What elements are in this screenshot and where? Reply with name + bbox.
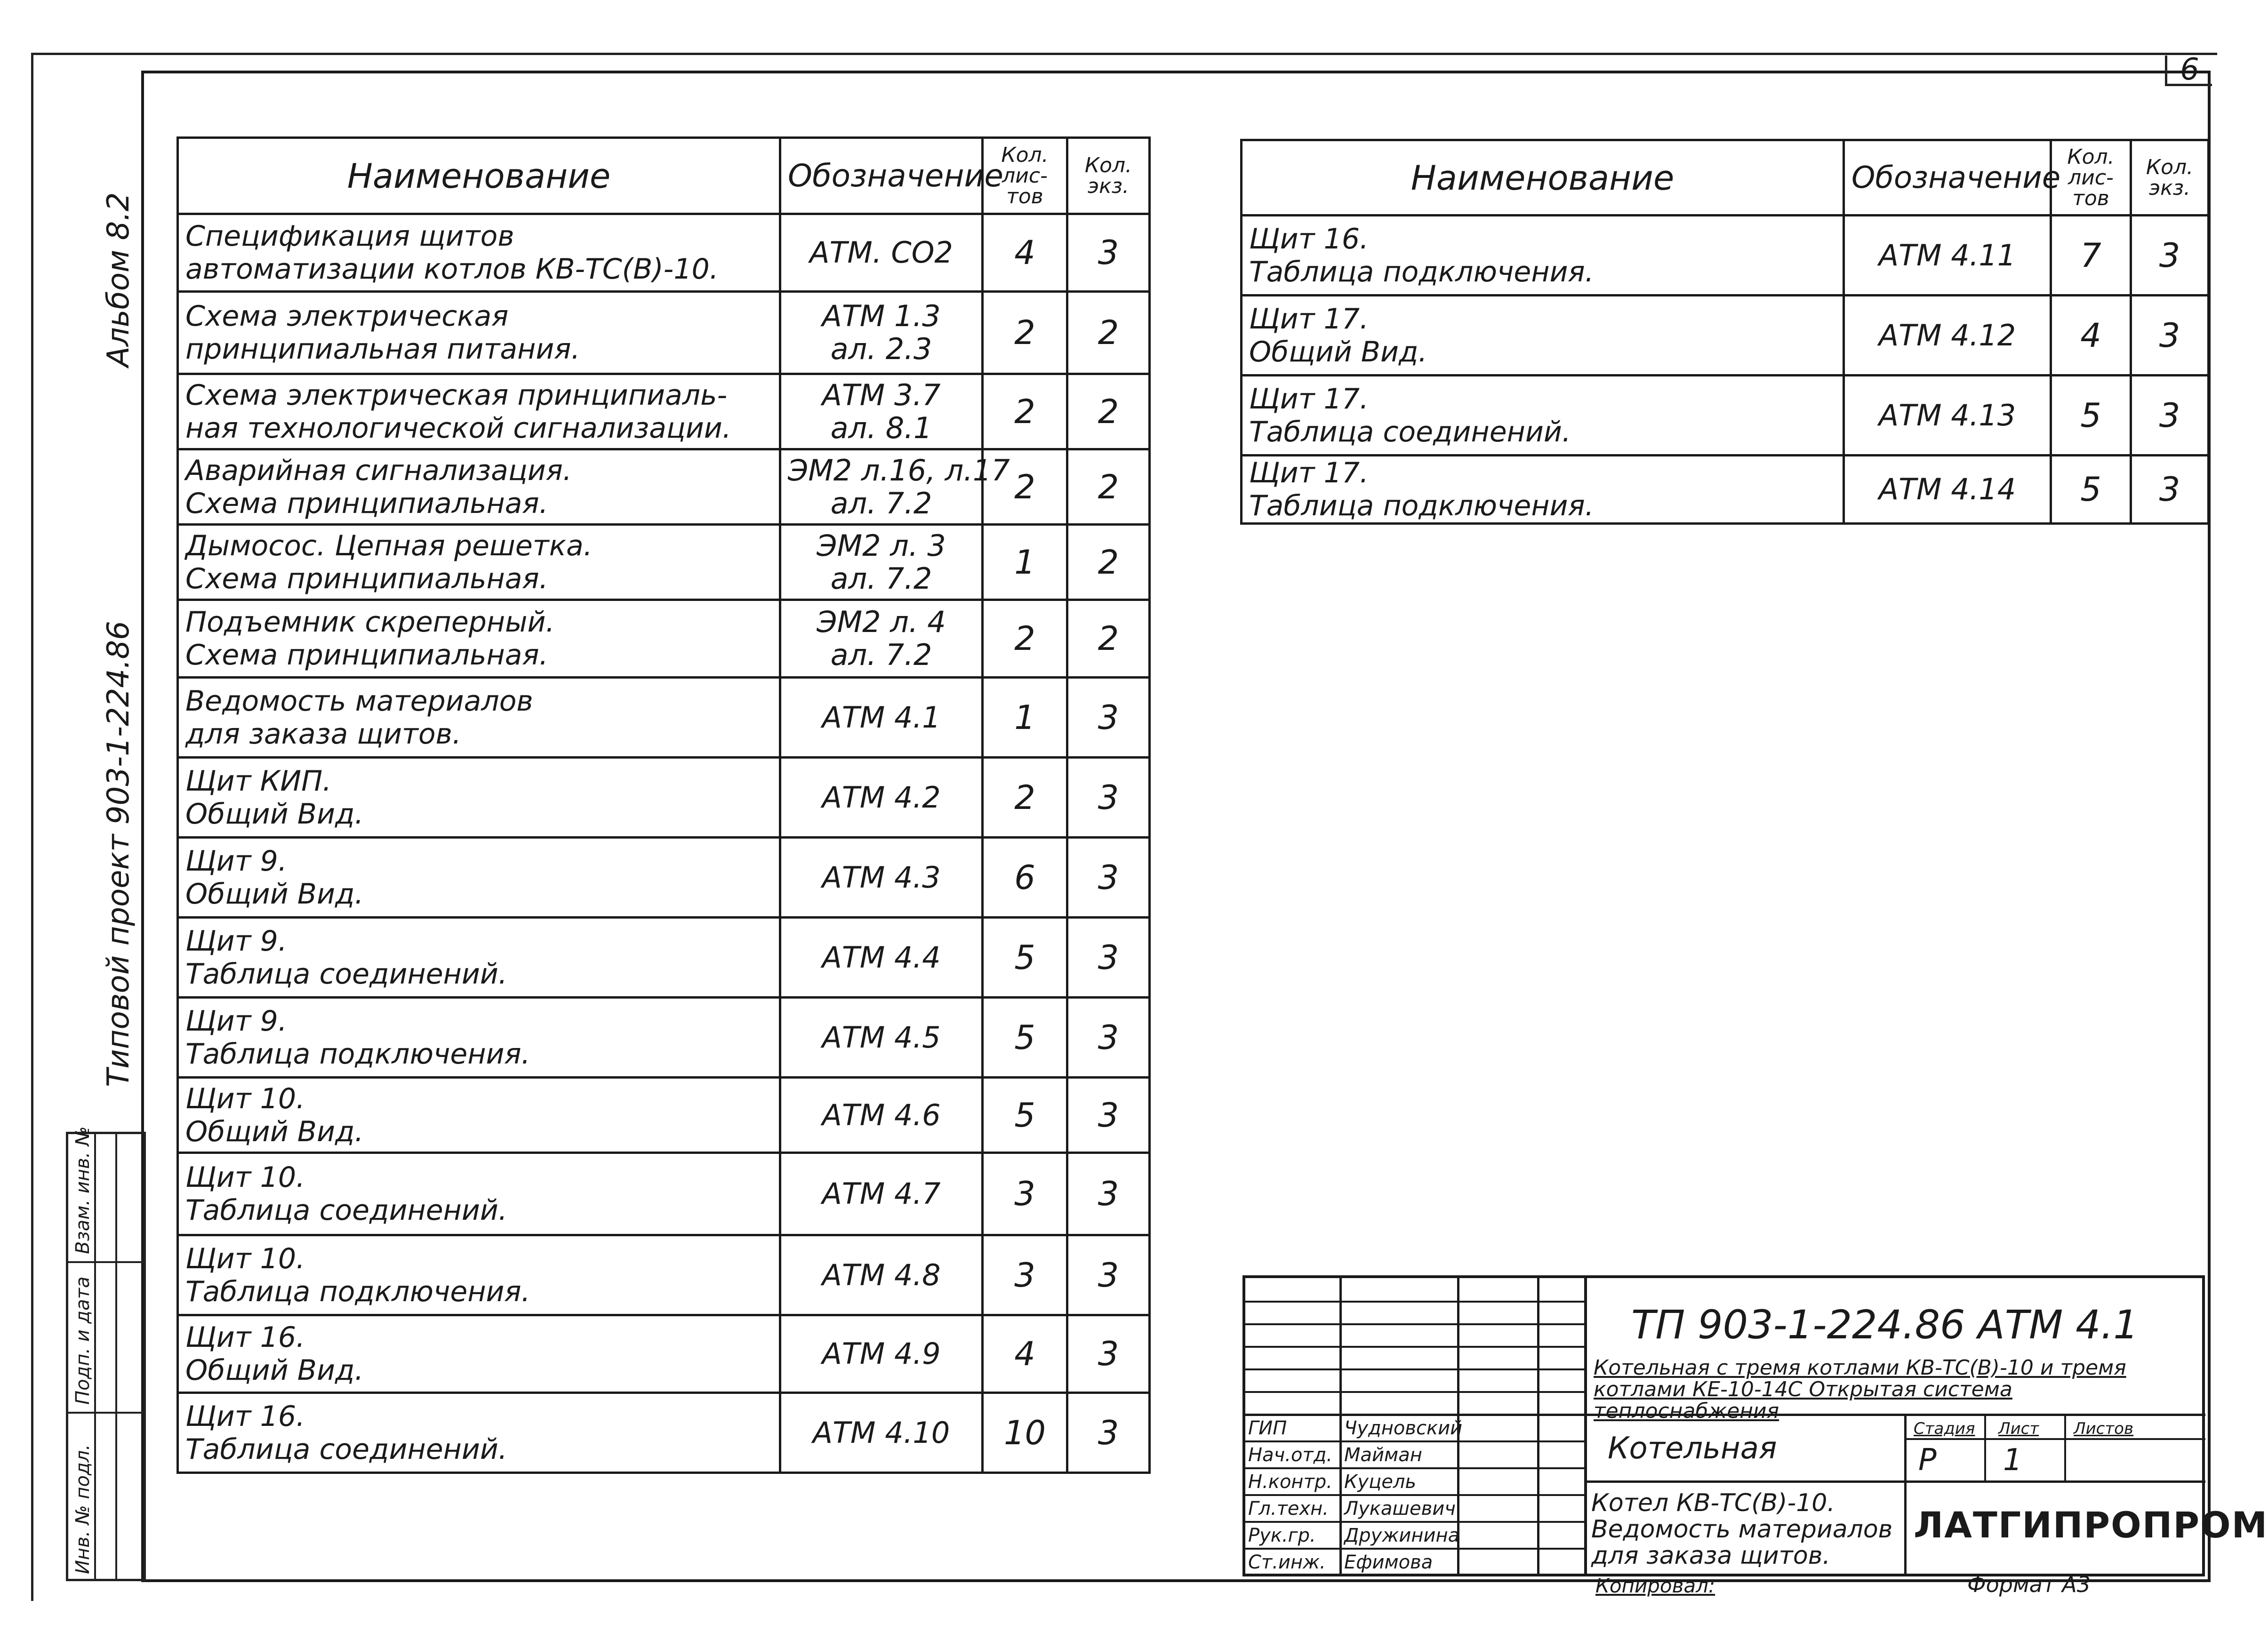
item-name-line: Общий Вид.	[185, 797, 364, 831]
project-title: Котельная с тремя котлами КВ-ТС(В)-10 и тремя котлами КЕ-10-14С Открытая система теплоснабжения	[1594, 1356, 2126, 1423]
item-code	[1844, 456, 2051, 524]
item-copies: 2	[1067, 374, 1150, 449]
item-name	[178, 1315, 780, 1393]
item-sheets: 4	[983, 1315, 1067, 1393]
drawing-title: Котел КВ-ТС(В)-10. Ведомость материалов для заказа щитов.	[1591, 1489, 1893, 1570]
table-row	[178, 214, 1150, 292]
item-copies: 3	[1067, 214, 1150, 292]
header-name: Наименование	[1242, 140, 1844, 216]
signature-role: Нач.отд.	[1248, 1444, 1333, 1466]
item-code	[780, 1393, 983, 1473]
signature-name: Лукашевич	[1344, 1498, 1456, 1520]
item-sheets: 2	[983, 758, 1067, 838]
item-code	[1844, 216, 2051, 296]
item-name	[178, 292, 780, 374]
item-name-line: Щит 10.	[185, 1082, 305, 1115]
sheets-label: Листов	[2074, 1419, 2134, 1438]
table-row	[178, 1393, 1150, 1473]
item-code	[780, 292, 983, 374]
sheet-number: 6	[2165, 56, 2212, 86]
item-name-line: Щит 10.	[185, 1161, 305, 1194]
header-copies: Кол. экз.	[2131, 140, 2209, 216]
item-code-line: АТМ 4.3	[822, 860, 941, 895]
item-code-line: АТМ. СО2	[809, 235, 953, 270]
item-sheets: 4	[2051, 296, 2131, 376]
item-code	[1844, 376, 2051, 456]
item-code-line: АТМ 4.9	[822, 1336, 941, 1371]
item-code-line: ЭМ2 л.16, л.17	[788, 453, 1010, 488]
signature-name: Чудновский	[1344, 1417, 1463, 1439]
item-name	[178, 998, 780, 1078]
item-name-line: Таблица подключения.	[185, 1037, 530, 1071]
item-code-line: АТМ 1.3	[822, 299, 941, 333]
item-code-line: АТМ 4.2	[822, 780, 941, 815]
item-sheets: 4	[983, 214, 1067, 292]
table-row	[178, 678, 1150, 758]
item-code-line: ЭМ2 л. 3	[817, 528, 946, 563]
item-name	[178, 525, 780, 600]
item-name-line: Таблица соединений.	[185, 1194, 507, 1227]
signature-role: Ст.инж.	[1248, 1552, 1326, 1573]
item-code-line: АТМ 4.12	[1878, 318, 2016, 352]
table-row	[178, 374, 1150, 449]
left-stamp	[66, 1126, 146, 1581]
item-copies: 3	[1067, 998, 1150, 1078]
item-name-line: Щит 9.	[185, 924, 287, 958]
item-name	[178, 449, 780, 525]
doc-code: ТП 903-1-224.86 АТМ 4.1	[1631, 1302, 2139, 1348]
signature-name: Куцель	[1344, 1471, 1417, 1493]
header-copies: Кол. экз.	[1067, 138, 1150, 214]
item-code-line: АТМ 4.7	[822, 1176, 941, 1211]
item-code-line: ЭМ2 л. 4	[817, 605, 946, 639]
item-name-line: Щит 16.	[185, 1321, 305, 1354]
stamp-inv-label: Инв. № подл.	[72, 1444, 94, 1574]
item-name-line: Щит 16.	[1249, 222, 1369, 256]
item-name-line: принципиальная питания.	[185, 333, 580, 366]
item-name-line: Таблица подключения.	[1249, 489, 1594, 522]
stage-value: Р	[1918, 1443, 1937, 1478]
item-name	[178, 374, 780, 449]
stamp-replace-label: Взам. инв. №	[72, 1126, 94, 1254]
item-name-line: Схема электрическая принципиаль-	[185, 378, 728, 412]
item-copies: 3	[1067, 838, 1150, 918]
organization-name: ЛАТГИПРОПРОМ	[1914, 1504, 2268, 1546]
table-row	[178, 758, 1150, 838]
stamp-sign-label: Подп. и дата	[72, 1276, 94, 1405]
item-sheets: 2	[983, 600, 1067, 678]
table-row	[178, 292, 1150, 374]
header-sheets: Кол. лис- тов	[2051, 140, 2131, 216]
item-code	[780, 1153, 983, 1235]
item-code-line: ал. 8.1	[830, 410, 932, 445]
header-name: Наименование	[178, 138, 780, 214]
table-row	[178, 1153, 1150, 1235]
title-block	[1242, 1275, 2268, 1576]
right-spec-table	[1240, 139, 2210, 525]
header-code: Обозначение	[1844, 140, 2051, 216]
item-name-line: Таблица соединений.	[185, 957, 507, 991]
item-name-line: Спецификация щитов	[185, 220, 514, 253]
item-sheets: 2	[983, 292, 1067, 374]
item-copies: 3	[1067, 1393, 1150, 1473]
table-row	[178, 998, 1150, 1078]
item-sheets: 6	[983, 838, 1067, 918]
item-sheets: 2	[983, 374, 1067, 449]
item-code	[780, 998, 983, 1078]
item-code-line: АТМ 4.8	[822, 1257, 941, 1292]
table-row	[178, 918, 1150, 998]
item-code-line: АТМ 4.6	[822, 1097, 941, 1132]
item-name-line: Щит 10.	[185, 1242, 305, 1275]
item-copies: 3	[2131, 216, 2209, 296]
item-copies: 3	[1067, 758, 1150, 838]
item-name-line: автоматизации котлов КВ-ТС(В)-10.	[185, 253, 719, 286]
header-code: Обозначение	[780, 138, 983, 214]
item-name-line: Схема принципиальная.	[185, 487, 548, 520]
item-sheets: 5	[983, 998, 1067, 1078]
item-code	[780, 678, 983, 758]
copied-by: Копировал:	[1595, 1574, 1715, 1597]
item-code	[780, 525, 983, 600]
item-sheets: 1	[983, 678, 1067, 758]
table-row	[1242, 216, 2209, 296]
item-copies: 2	[1067, 449, 1150, 525]
item-name	[178, 678, 780, 758]
item-name-line: Таблица соединений.	[1249, 415, 1571, 448]
item-name-line: Щит 9.	[185, 844, 287, 878]
item-code-line: ал. 7.2	[830, 561, 932, 596]
item-code	[780, 214, 983, 292]
signature-name: Майман	[1344, 1444, 1422, 1466]
header-sheets: Кол. лис- тов	[983, 138, 1067, 214]
sheet-value: 1	[2003, 1443, 2022, 1478]
item-code	[780, 1078, 983, 1153]
item-code-line: АТМ 4.11	[1878, 238, 2016, 272]
item-name-line: Дымосос. Цепная решетка.	[185, 529, 593, 562]
item-code	[780, 758, 983, 838]
item-name	[178, 1153, 780, 1235]
item-code-line: АТМ 4.4	[822, 940, 941, 975]
item-copies: 3	[2131, 456, 2209, 524]
item-name	[178, 600, 780, 678]
table-row	[1242, 456, 2209, 524]
item-name-line: Щит 9.	[185, 1004, 287, 1038]
item-name-line: Схема принципиальная.	[185, 562, 548, 595]
stage-label: Стадия	[1914, 1419, 1975, 1438]
item-name	[1242, 376, 1844, 456]
item-code	[1844, 296, 2051, 376]
item-name-line: Щит 17.	[1249, 382, 1369, 416]
building-name: Котельная	[1608, 1431, 1777, 1466]
item-name	[178, 214, 780, 292]
item-code	[780, 374, 983, 449]
item-name-line: Общий Вид.	[185, 877, 364, 911]
item-code-line: АТМ 4.1	[822, 700, 941, 735]
signature-role: Н.контр.	[1248, 1471, 1332, 1493]
table-row	[178, 1315, 1150, 1393]
item-sheets: 2	[983, 449, 1067, 525]
item-copies: 3	[1067, 1315, 1150, 1393]
signature-role: Гл.техн.	[1248, 1498, 1329, 1520]
table-row	[178, 838, 1150, 918]
paper-format: Формат А3	[1967, 1572, 2091, 1597]
item-code-line: ал. 7.2	[830, 486, 932, 520]
item-name	[178, 758, 780, 838]
sheet-label: Лист	[1998, 1419, 2039, 1438]
item-name	[178, 838, 780, 918]
item-name-line: Подъемник скреперный.	[185, 606, 555, 639]
item-copies: 2	[1067, 600, 1150, 678]
item-code-line: АТМ 4.13	[1878, 398, 2016, 432]
item-name	[178, 918, 780, 998]
item-name-line: Щит КИП.	[185, 764, 332, 798]
item-name	[1242, 456, 1844, 524]
item-code-line: АТМ 4.5	[822, 1020, 941, 1055]
item-name-line: для заказа щитов.	[185, 717, 462, 751]
item-sheets: 10	[983, 1393, 1067, 1473]
item-sheets: 3	[983, 1235, 1067, 1315]
table-row	[178, 1078, 1150, 1153]
item-name-line: Общий Вид.	[185, 1354, 364, 1387]
item-name-line: Таблица соединений.	[185, 1432, 507, 1466]
item-copies: 3	[1067, 1078, 1150, 1153]
album-caption: Альбом 8.2	[101, 192, 136, 367]
item-code	[780, 600, 983, 678]
table-row	[178, 449, 1150, 525]
item-sheets: 1	[983, 525, 1067, 600]
item-code	[780, 918, 983, 998]
item-name	[178, 1078, 780, 1153]
item-copies: 3	[1067, 1153, 1150, 1235]
item-code-line: АТМ 4.10	[812, 1415, 950, 1450]
item-sheets: 3	[983, 1153, 1067, 1235]
item-copies: 3	[1067, 918, 1150, 998]
item-code	[780, 1235, 983, 1315]
table-row	[178, 1235, 1150, 1315]
item-code-line: ал. 2.3	[830, 332, 932, 366]
item-name-line: Ведомость материалов	[185, 684, 533, 718]
item-name	[1242, 296, 1844, 376]
item-code	[780, 1315, 983, 1393]
item-name-line: Таблица подключения.	[185, 1275, 530, 1308]
item-code	[780, 449, 1010, 525]
item-sheets: 5	[983, 1078, 1067, 1153]
item-name-line: Общий Вид.	[1249, 335, 1427, 368]
signature-name: Дружинина	[1344, 1525, 1460, 1546]
item-copies: 3	[1067, 678, 1150, 758]
signature-name: Ефимова	[1344, 1552, 1433, 1573]
item-code-line: ал. 7.2	[830, 638, 932, 672]
item-name-line: Щит 17.	[1249, 302, 1369, 336]
item-sheets: 5	[983, 918, 1067, 998]
item-name	[178, 1235, 780, 1315]
item-copies: 3	[1067, 1235, 1150, 1315]
project-caption: Типовой проект 903-1-224.86	[101, 621, 136, 1087]
table-row	[178, 525, 1150, 600]
item-copies: 3	[2131, 296, 2209, 376]
item-sheets: 5	[2051, 456, 2131, 524]
item-name	[1242, 216, 1844, 296]
left-spec-table	[176, 136, 1151, 1474]
table-row	[1242, 296, 2209, 376]
item-sheets: 5	[2051, 376, 2131, 456]
table-row	[178, 600, 1150, 678]
item-code-line: АТМ 3.7	[822, 377, 941, 412]
item-code	[780, 838, 983, 918]
item-name-line: Схема электрическая	[185, 300, 509, 333]
item-code-line: АТМ 4.14	[1878, 472, 2016, 506]
signature-role: Рук.гр.	[1248, 1525, 1316, 1546]
item-copies: 3	[2131, 376, 2209, 456]
item-name-line: ная технологической сигнализации.	[185, 411, 731, 445]
item-name-line: Схема принципиальная.	[185, 639, 548, 672]
item-name-line: Щит 16.	[185, 1400, 305, 1433]
item-name-line: Общий Вид.	[185, 1115, 364, 1148]
item-name-line: Таблица подключения.	[1249, 255, 1594, 288]
item-name	[178, 1393, 780, 1473]
item-copies: 2	[1067, 292, 1150, 374]
item-name-line: Щит 17.	[1249, 456, 1369, 489]
signature-role: ГИП	[1248, 1417, 1287, 1439]
table-row	[1242, 376, 2209, 456]
item-sheets: 7	[2051, 216, 2131, 296]
item-copies: 2	[1067, 525, 1150, 600]
item-name-line: Аварийная сигнализация.	[185, 454, 572, 487]
